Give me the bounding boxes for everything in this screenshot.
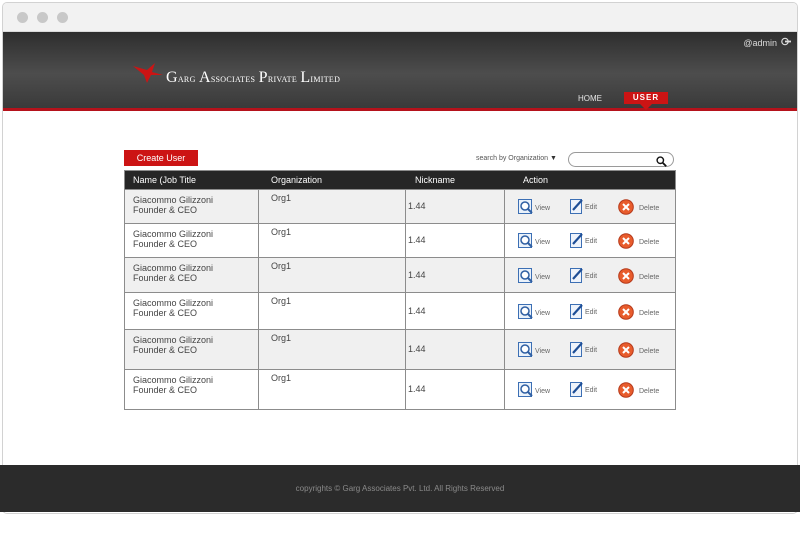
view-label: View xyxy=(535,309,551,317)
delete-label: Delete xyxy=(639,273,660,281)
window-dot[interactable] xyxy=(17,12,28,23)
column-header-name: Name (Job Title xyxy=(133,175,197,185)
company-name: Garg Associates Private Limited xyxy=(166,69,341,86)
name-cell xyxy=(125,370,259,409)
name-cell xyxy=(125,293,259,329)
delete-label: Delete xyxy=(639,238,660,246)
organization-cell: Org1 xyxy=(259,190,406,223)
magnifier-view-icon xyxy=(518,268,534,286)
site-footer xyxy=(0,465,800,512)
caret-down-icon: ▼ xyxy=(549,155,557,162)
organization-cell: Org1 xyxy=(259,293,406,329)
view-label: View xyxy=(535,347,551,355)
edit-button[interactable] xyxy=(570,198,597,216)
magnifier-view-icon xyxy=(518,233,534,251)
create-user-button[interactable]: Create User xyxy=(124,150,198,166)
action-cell xyxy=(505,258,675,292)
username-label: @admin xyxy=(743,37,777,48)
view-label: View xyxy=(535,273,551,281)
user-title: Founder & CEO xyxy=(133,239,198,249)
header-divider xyxy=(3,108,797,111)
delete-x-icon xyxy=(618,199,634,217)
magnifier-view-icon xyxy=(518,342,534,360)
user-title: Founder & CEO xyxy=(133,345,198,355)
logout-icon[interactable] xyxy=(781,37,791,48)
bird-logo-icon xyxy=(133,63,163,88)
delete-label: Delete xyxy=(639,387,660,395)
magnifier-view-icon xyxy=(518,199,534,217)
edit-label: Edit xyxy=(585,203,598,211)
pencil-edit-icon xyxy=(570,198,584,216)
pencil-edit-icon xyxy=(570,341,584,359)
delete-label: Delete xyxy=(639,309,660,317)
table-header xyxy=(125,171,675,189)
delete-button[interactable] xyxy=(618,268,659,286)
delete-button[interactable] xyxy=(618,382,659,400)
user-title: Founder & CEO xyxy=(133,273,198,283)
view-button[interactable] xyxy=(518,268,550,286)
user-menu[interactable] xyxy=(743,37,791,48)
table-body xyxy=(125,189,675,409)
view-button[interactable] xyxy=(518,342,550,360)
delete-x-icon xyxy=(618,382,634,400)
window-dot[interactable] xyxy=(57,12,68,23)
user-title: Founder & CEO xyxy=(133,385,198,395)
delete-button[interactable] xyxy=(618,304,659,322)
action-cell xyxy=(505,293,675,329)
delete-button[interactable] xyxy=(618,199,659,217)
nav-user[interactable]: USER xyxy=(624,92,668,104)
view-button[interactable] xyxy=(518,233,550,251)
search-filter-dropdown[interactable] xyxy=(476,155,557,162)
company-logo[interactable] xyxy=(133,63,340,88)
view-button[interactable] xyxy=(518,382,550,400)
user-name: Giacommo Gilizzoni xyxy=(133,195,214,205)
name-cell xyxy=(125,224,259,257)
view-label: View xyxy=(535,238,551,246)
nickname-cell: 1.44 xyxy=(406,224,505,257)
window-dot[interactable] xyxy=(37,12,48,23)
nickname-cell: 1.44 xyxy=(406,330,505,369)
column-header-nickname: Nickname xyxy=(415,175,456,185)
action-cell xyxy=(505,370,675,409)
magnifier-view-icon xyxy=(518,382,534,400)
organization-cell: Org1 xyxy=(259,258,406,292)
action-cell xyxy=(505,224,675,257)
organization-cell: Org1 xyxy=(259,224,406,257)
edit-button[interactable] xyxy=(570,267,597,285)
action-cell xyxy=(505,330,675,369)
delete-x-icon xyxy=(618,342,634,360)
nickname-cell: 1.44 xyxy=(406,370,505,409)
name-cell xyxy=(125,190,259,223)
nickname-cell: 1.44 xyxy=(406,190,505,223)
table-row xyxy=(125,189,675,223)
user-name: Giacommo Gilizzoni xyxy=(133,263,214,273)
edit-button[interactable] xyxy=(570,381,597,399)
users-table xyxy=(124,170,676,410)
view-button[interactable] xyxy=(518,199,550,217)
edit-button[interactable] xyxy=(570,232,597,250)
site-header xyxy=(3,32,797,108)
organization-cell: Org1 xyxy=(259,370,406,409)
action-cell xyxy=(505,190,675,223)
delete-button[interactable] xyxy=(618,233,659,251)
pencil-edit-icon xyxy=(570,267,584,285)
table-row xyxy=(125,257,675,292)
user-title: Founder & CEO xyxy=(133,308,198,318)
search-input[interactable] xyxy=(568,152,674,167)
user-name: Giacommo Gilizzoni xyxy=(133,375,214,385)
table-row xyxy=(125,369,675,409)
user-name: Giacommo Gilizzoni xyxy=(133,335,214,345)
pencil-edit-icon xyxy=(570,381,584,399)
view-label: View xyxy=(535,387,551,395)
column-header-action: Action xyxy=(523,175,549,185)
window-titlebar xyxy=(3,3,797,32)
delete-button[interactable] xyxy=(618,342,659,360)
pencil-edit-icon xyxy=(570,232,584,250)
pencil-edit-icon xyxy=(570,303,584,321)
edit-label: Edit xyxy=(585,272,598,280)
delete-x-icon xyxy=(618,268,634,286)
magnifier-view-icon xyxy=(518,304,534,322)
edit-label: Edit xyxy=(585,386,598,394)
nickname-cell: 1.44 xyxy=(406,293,505,329)
user-title: Founder & CEO xyxy=(133,205,198,215)
name-cell xyxy=(125,330,259,369)
view-label: View xyxy=(535,204,551,212)
copyright-text: copyrights © Garg Associates Pvt. Ltd. All Rights Reserved xyxy=(295,484,505,493)
user-name: Giacommo Gilizzoni xyxy=(133,229,214,239)
edit-button[interactable] xyxy=(570,303,597,321)
nav-home[interactable]: HOME xyxy=(578,94,602,103)
table-row xyxy=(125,329,675,369)
delete-x-icon xyxy=(618,304,634,322)
edit-button[interactable] xyxy=(570,341,597,359)
column-header-organization: Organization xyxy=(271,175,323,185)
delete-x-icon xyxy=(618,233,634,251)
edit-label: Edit xyxy=(585,237,598,245)
table-row xyxy=(125,223,675,257)
user-name: Giacommo Gilizzoni xyxy=(133,298,214,308)
organization-cell: Org1 xyxy=(259,330,406,369)
edit-label: Edit xyxy=(585,308,598,316)
delete-label: Delete xyxy=(639,204,660,212)
search-filter-label: search by Organization xyxy=(476,155,548,162)
table-row xyxy=(125,292,675,329)
nickname-cell: 1.44 xyxy=(406,258,505,292)
delete-label: Delete xyxy=(639,347,660,355)
name-cell xyxy=(125,258,259,292)
edit-label: Edit xyxy=(585,346,598,354)
view-button[interactable] xyxy=(518,304,550,322)
